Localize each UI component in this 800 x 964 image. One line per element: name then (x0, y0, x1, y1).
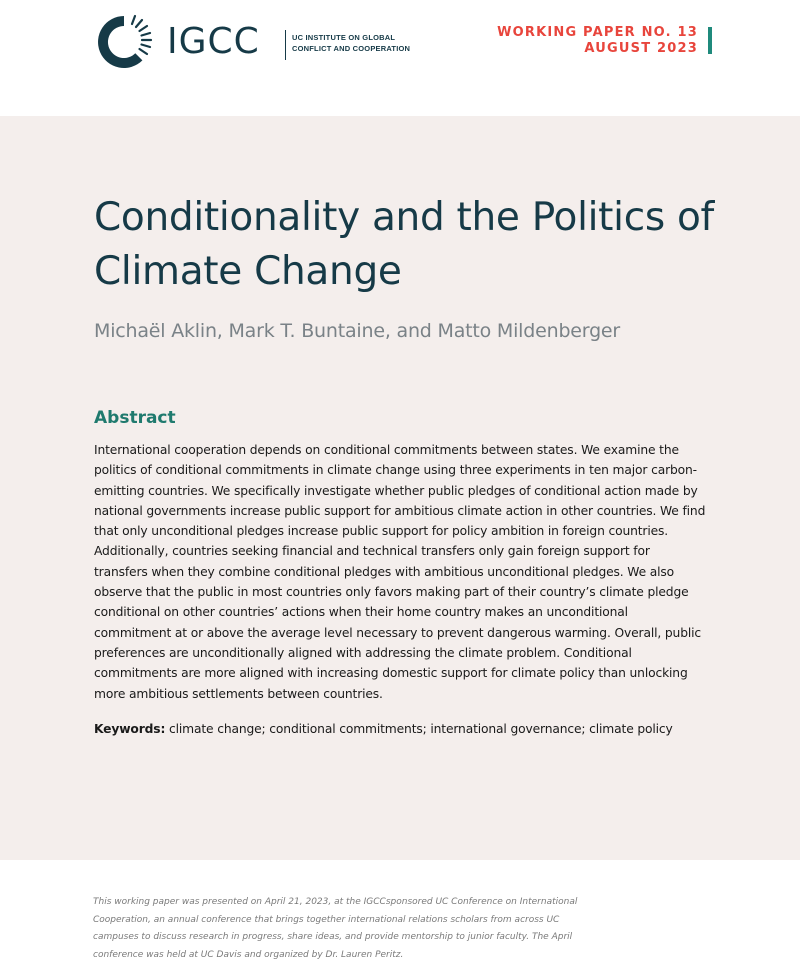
page-header (0, 0, 800, 116)
paper-title: Conditionality and the Politics of Climate Change (94, 195, 714, 294)
abstract-text: International cooperation depends on conditional commitments between states. We examine the politics of conditional commitments in climate change using three experiments in ten major carbon-emitting countries. We specifically investigate whether public pledges of conditional action made by national governments increase public support for ambitious climate action in other countries. We find that only unconditional pledges increase public support for policy ambition in foreign countries. Additionally, countries seeking financial and technical transfers only gain foreign support for transfers when they combine conditional pledges with ambitious unconditional pledges. We also observe that the public in most countries only favors making part of their country’s climate pledge conditional on other countries’ actions when their home country makes an unconditional commitment at or above the average level necessary to prevent dangerous warming. Overall, public preferences are unconditionally aligned with addressing the climate problem. Conditional commitments are more aligned with increasing domestic support for climate policy than unlocking more ambitious settlements between countries. (94, 443, 706, 701)
footer-note: This working paper was presented on April 21, 2023, at the IGCCsponsored UC Conference on International Cooperation, an annual conference that brings together international relations scholars from across UC campuses to discuss research in progress, share ideas, and provide mentorship to junior faculty. The April conference was held at UC Davis and organized by Dr. Lauren Peritz. (93, 897, 578, 960)
igcc-starburst-logo-icon (92, 10, 156, 74)
logo-subtitle-line1: UC INSTITUTE ON GLOBAL (292, 33, 396, 42)
logo-subtitle (292, 32, 410, 54)
working-paper-number: WORKING PAPER NO. 13 (497, 25, 698, 40)
logo-wordmark: IGCC (167, 21, 260, 62)
working-paper-date: AUGUST 2023 (584, 41, 698, 56)
working-paper-label (497, 25, 698, 57)
keywords-label: Keywords: (94, 722, 166, 736)
accent-bar (708, 27, 712, 54)
keywords-line (94, 720, 714, 738)
keywords-values: climate change; conditional commitments; international governance; climate policy (169, 722, 673, 736)
logo-divider (285, 30, 286, 60)
logo-subtitle-line2: CONFLICT AND COOPERATION (292, 44, 411, 53)
abstract-heading: Abstract (94, 408, 176, 428)
igcc-logo[interactable] (92, 10, 412, 76)
paper-authors: Michaël Aklin, Mark T. Buntaine, and Matto Mildenberger (94, 320, 621, 342)
